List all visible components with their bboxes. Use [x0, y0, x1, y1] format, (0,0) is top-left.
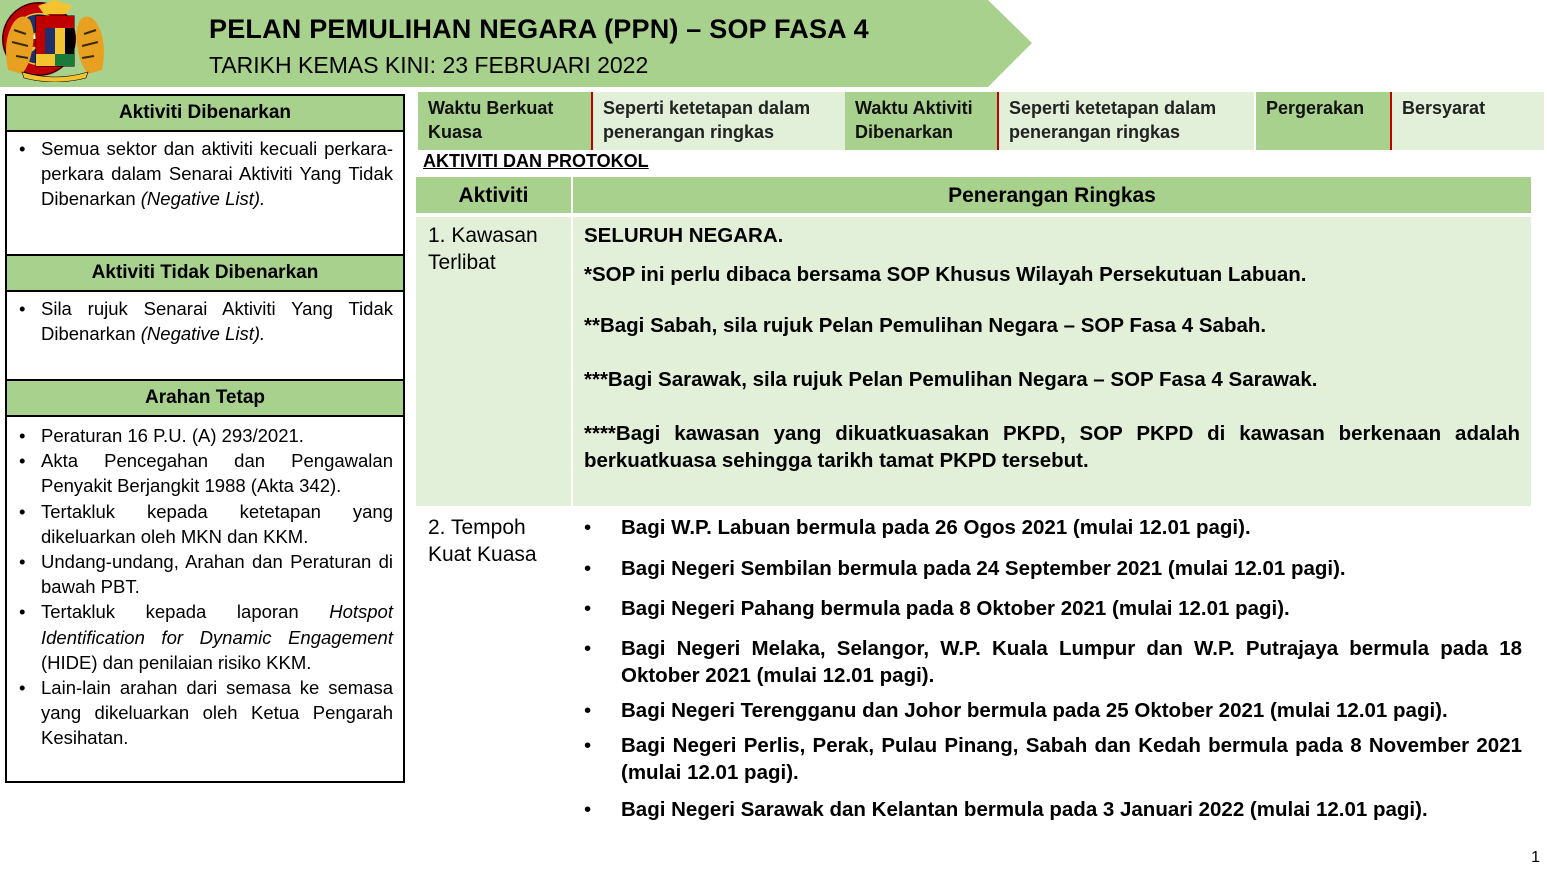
- list-item: • Bagi Negeri Perlis, Perak, Pulau Pinang, Sabah dan Kedah bermula pada 8 November 2021 (mulai 12.01 pagi).: [584, 734, 1522, 784]
- list-item: • Undang-undang, Arahan dan Peraturan di bawah PBT.: [19, 549, 393, 599]
- row1-line-1: SELURUH NEGARA.: [584, 224, 784, 247]
- movement-label: Pergerakan: [1256, 92, 1392, 150]
- list-item: • Akta Pencegahan dan Pengawalan Penyakit Berjangkit 1988 (Akta 342).: [19, 448, 393, 498]
- list-item: • Semua sektor dan aktiviti kecuali perkara-perkara dalam Senarai Aktiviti Yang Tidak Dibenarkan (Negative List).: [19, 136, 393, 212]
- movement-value: Bersyarat: [1392, 92, 1544, 150]
- standing-orders-heading: Arahan Tetap: [7, 381, 403, 417]
- page-number: 1: [1531, 849, 1540, 866]
- list-item: • Tertakluk kepada ketetapan yang dikeluarkan oleh MKN dan KKM.: [19, 499, 393, 549]
- row2-label: 2. Tempoh Kuat Kuasa: [428, 516, 537, 566]
- list-item: • Lain-lain arahan dari semasa ke semasa yang dikeluarkan oleh Ketua Pengarah Kesihatan.: [19, 675, 393, 751]
- permitted-activities-body: [7, 132, 403, 216]
- list-item: • Peraturan 16 P.U. (A) 293/2021.: [19, 423, 393, 448]
- list-item: • Tertakluk kepada laporan Hotspot Identification for Dynamic Engagement (HIDE) dan penilaian risiko KKM.: [19, 599, 393, 675]
- activity-time-value: Seperti ketetapan dalam penerangan ringkas: [999, 92, 1254, 150]
- list-item: • Bagi W.P. Labuan bermula pada 26 Ogos 2021 (mulai 12.01 pagi).: [584, 516, 1251, 539]
- standing-orders-box: [5, 381, 405, 783]
- prohibited-activities-heading: Aktiviti Tidak Dibenarkan: [7, 256, 403, 292]
- coat-of-arms-logo: [0, 0, 110, 82]
- standing-orders-body: [7, 417, 403, 755]
- row1-line-4: ***Bagi Sarawak, sila rujuk Pelan Pemulihan Negara – SOP Fasa 4 Sarawak.: [584, 368, 1318, 391]
- enforcement-time-value: Seperti ketetapan dalam penerangan ringkas: [593, 92, 845, 150]
- list-item: • Bagi Negeri Terengganu dan Johor bermula pada 25 Oktober 2021 (mulai 12.01 pagi).: [584, 699, 1448, 722]
- update-date: TARIKH KEMAS KINI: 23 FEBRUARI 2022: [209, 52, 649, 78]
- row1-line-2: *SOP ini perlu dibaca bersama SOP Khusus Wilayah Persekutuan Labuan.: [584, 263, 1307, 286]
- column-header-description: Penerangan Ringkas: [573, 177, 1531, 213]
- prohibited-activities-box: [5, 256, 405, 381]
- section-title: AKTIVITI DAN PROTOKOL: [423, 151, 649, 171]
- row1-label: 1. Kawasan Terlibat: [428, 224, 538, 274]
- prohibited-activities-body: [7, 292, 403, 350]
- list-item: • Sila rujuk Senarai Aktiviti Yang Tidak Dibenarkan (Negative List).: [19, 296, 393, 346]
- row1-line-5: ****Bagi kawasan yang dikuatkuasakan PKPD, SOP PKPD di kawasan berkenaan adalah berkuatkuasa sehingga tarikh tamat PKPD tersebut.: [584, 422, 1520, 472]
- enforcement-time-label: Waktu Berkuat Kuasa: [418, 92, 593, 150]
- permitted-activities-box: [5, 94, 405, 256]
- permitted-activities-heading: Aktiviti Dibenarkan: [7, 96, 403, 132]
- list-item: • Bagi Negeri Sembilan bermula pada 24 September 2021 (mulai 12.01 pagi).: [584, 557, 1346, 580]
- list-item: • Bagi Negeri Melaka, Selangor, W.P. Kuala Lumpur dan W.P. Putrajaya bermula pada 18 Oktober 2021 (mulai 12.01 pagi).: [584, 637, 1522, 687]
- title-banner: [0, 0, 1547, 87]
- page-title: PELAN PEMULIHAN NEGARA (PPN) – SOP FASA 4: [209, 14, 869, 44]
- list-item: • Bagi Negeri Sarawak dan Kelantan bermula pada 3 Januari 2022 (mulai 12.01 pagi).: [584, 798, 1428, 821]
- activity-time-label: Waktu Aktiviti Dibenarkan: [845, 92, 999, 150]
- column-header-activity: Aktiviti: [416, 177, 571, 213]
- row1-line-3: **Bagi Sabah, sila rujuk Pelan Pemulihan Negara – SOP Fasa 4 Sabah.: [584, 314, 1267, 337]
- list-item: • Bagi Negeri Pahang bermula pada 8 Oktober 2021 (mulai 12.01 pagi).: [584, 597, 1290, 620]
